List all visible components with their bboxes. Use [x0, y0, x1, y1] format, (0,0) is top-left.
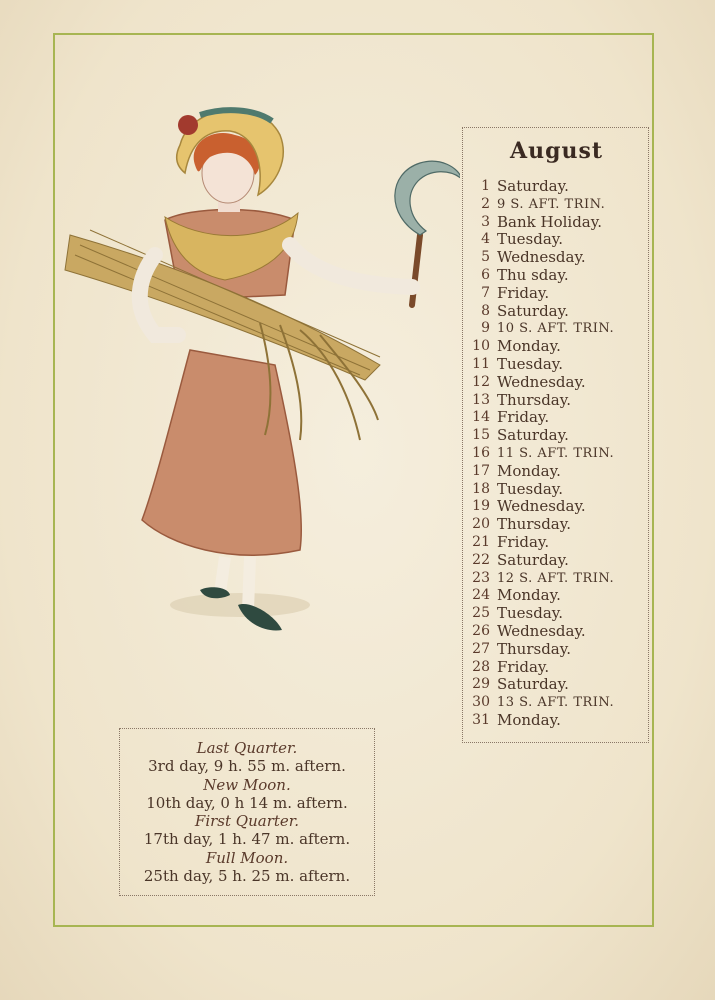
- calendar-day-row: [463, 463, 650, 481]
- weekday-label: Tuesday.: [497, 604, 564, 623]
- weekday-label: Saturday.: [497, 550, 569, 569]
- calendar-day-row: [463, 605, 650, 623]
- calendar-day-row: [463, 498, 650, 516]
- calendar-day-row: [463, 392, 650, 410]
- calendar-day-row: [463, 481, 650, 499]
- day-number: 2: [481, 195, 490, 212]
- moon-phases-box: [119, 728, 375, 896]
- weekday-label: Thursday.: [497, 639, 571, 658]
- calendar-day-row: [463, 641, 650, 659]
- moon-phase-time: 10th day, 0 h 14 m. aftern.: [146, 793, 348, 812]
- weekday-label: Wednesday.: [497, 621, 586, 640]
- day-number: 13: [472, 391, 490, 408]
- day-number: 27: [472, 640, 490, 657]
- day-number: 22: [472, 551, 490, 568]
- stocking-right: [248, 557, 250, 610]
- day-list: [463, 178, 650, 730]
- day-number: 6: [481, 266, 490, 283]
- day-number: 7: [481, 284, 490, 301]
- calendar-day-row: [463, 534, 650, 552]
- weekday-label: Monday.: [497, 337, 561, 356]
- stocking-left: [220, 557, 225, 593]
- day-number: 18: [472, 480, 490, 497]
- day-number: 5: [481, 249, 490, 266]
- day-number: 28: [472, 658, 490, 675]
- calendar-day-row: [463, 409, 650, 427]
- moon-phase-name: Full Moon.: [205, 848, 289, 867]
- weekday-label: Friday.: [497, 532, 550, 551]
- weekday-label: Thursday.: [497, 515, 571, 534]
- calendar-day-row: [463, 712, 650, 730]
- day-number: 25: [472, 605, 490, 622]
- weekday-label: Friday.: [497, 408, 550, 427]
- calendar-day-row: [463, 178, 650, 196]
- weekday-label: Saturday.: [497, 675, 569, 694]
- dress-skirt: [142, 350, 301, 555]
- weekday-label: 12 S. AFT. TRIN.: [497, 570, 615, 586]
- day-number: 21: [472, 533, 490, 550]
- weekday-label: Wednesday.: [497, 497, 586, 516]
- weekday-label: Wednesday.: [497, 248, 586, 267]
- day-number: 16: [472, 444, 490, 461]
- moon-phase-time: 25th day, 5 h. 25 m. aftern.: [143, 866, 351, 885]
- calendar-day-row: [463, 249, 650, 267]
- weekday-label: Tuesday.: [497, 354, 564, 373]
- weekday-label: Monday.: [497, 461, 561, 480]
- day-number: 14: [472, 409, 490, 426]
- weekday-label: Thu sday.: [497, 265, 569, 284]
- calendar-day-row: [463, 267, 650, 285]
- calendar-day-row: [463, 196, 650, 214]
- day-number: 20: [472, 516, 490, 533]
- day-number: 24: [472, 587, 490, 604]
- weekday-label: Bank Holiday.: [497, 212, 602, 231]
- harvest-girl-illustration: [60, 95, 460, 655]
- weekday-label: Wednesday.: [497, 372, 586, 391]
- weekday-label: Monday.: [497, 586, 561, 605]
- weekday-label: 9 S. AFT. TRIN.: [497, 196, 606, 212]
- weekday-label: Saturday.: [497, 177, 569, 195]
- calendar-day-row: [463, 303, 650, 321]
- weekday-label: 13 S. AFT. TRIN.: [497, 695, 615, 711]
- day-number: 8: [481, 302, 490, 319]
- calendar-day-row: [463, 356, 650, 374]
- calendar-day-row: [463, 676, 650, 694]
- calendar-day-row: [463, 338, 650, 356]
- calendar-day-row: [463, 552, 650, 570]
- calendar-day-row: [463, 285, 650, 303]
- calendar-day-row: [463, 659, 650, 677]
- day-number: 23: [472, 569, 490, 586]
- weekday-label: Monday.: [497, 710, 561, 729]
- weekday-label: Tuesday.: [497, 479, 564, 498]
- calendar-day-row: [463, 214, 650, 232]
- calendar-day-row: [463, 320, 650, 338]
- calendar-day-row: [463, 587, 650, 605]
- calendar-day-row: [463, 231, 650, 249]
- weekday-label: Saturday.: [497, 301, 569, 320]
- day-number: 4: [481, 231, 490, 248]
- weekday-label: Thursday.: [497, 390, 571, 409]
- calendar-day-row: [463, 570, 650, 588]
- day-number: 9: [481, 320, 490, 337]
- day-number: 1: [481, 178, 490, 194]
- month-calendar: [462, 127, 649, 743]
- moon-phase-list: [120, 729, 374, 885]
- day-number: 15: [472, 427, 490, 444]
- calendar-day-row: [463, 374, 650, 392]
- day-number: 12: [472, 373, 490, 390]
- weekday-label: Friday.: [497, 283, 550, 302]
- weekday-label: Saturday.: [497, 426, 569, 445]
- moon-phase-name: First Quarter.: [194, 812, 300, 830]
- day-number: 31: [472, 711, 490, 728]
- weekday-label: Tuesday.: [497, 230, 564, 249]
- month-title: August: [510, 138, 603, 164]
- weekday-label: Friday.: [497, 657, 550, 676]
- moon-phase-name: New Moon.: [203, 775, 291, 794]
- weekday-label: 11 S. AFT. TRIN.: [497, 445, 615, 461]
- weekday-label: 10 S. AFT. TRIN.: [497, 321, 615, 337]
- calendar-day-row: [463, 516, 650, 534]
- bonnet-rose: [178, 115, 198, 135]
- moon-phase-name: Last Quarter.: [196, 739, 298, 757]
- moon-phase-time: 3rd day, 9 h. 55 m. aftern.: [148, 757, 346, 775]
- day-number: 17: [472, 462, 490, 479]
- day-number: 30: [472, 694, 490, 711]
- calendar-day-row: [463, 445, 650, 463]
- day-number: 19: [472, 498, 490, 515]
- day-number: 10: [472, 338, 490, 355]
- right-arm: [290, 245, 412, 287]
- calendar-day-row: [463, 694, 650, 712]
- day-number: 3: [481, 213, 490, 230]
- calendar-day-row: [463, 623, 650, 641]
- day-number: 29: [472, 676, 490, 693]
- day-number: 26: [472, 622, 490, 639]
- calendar-day-row: [463, 427, 650, 445]
- day-number: 11: [472, 355, 490, 372]
- moon-phase-time: 17th day, 1 h. 47 m. aftern.: [143, 830, 351, 848]
